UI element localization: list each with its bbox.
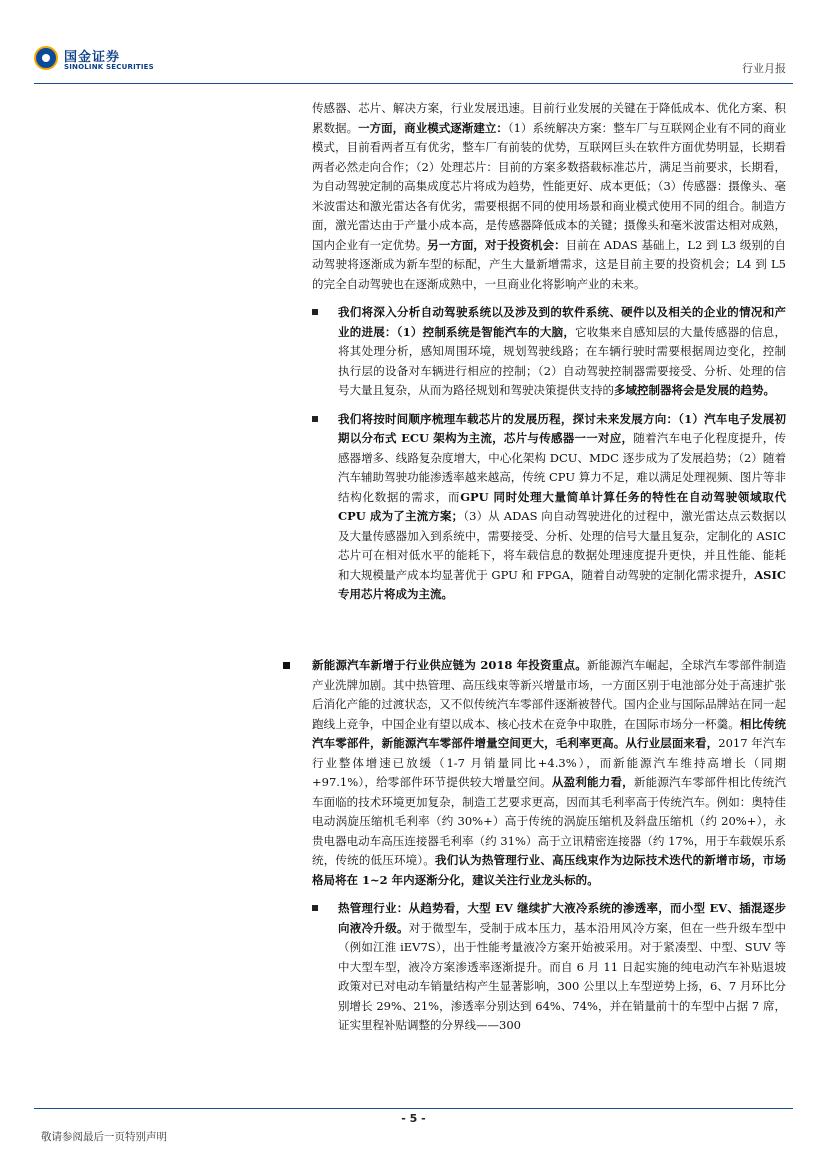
square-bullet-icon [312,309,318,315]
body-wide-section [283,656,786,1036]
header-divider [34,83,793,84]
page-header [0,0,827,86]
logo-cn-text: 国金证券 [64,50,121,65]
footer-disclaimer: 敬请参阅最后一页特别声明 [41,1131,167,1143]
logo-emblem-icon [34,46,58,70]
square-bullet-icon [283,662,290,669]
bullet-control-system: 我们将深入分析自动驾驶系统以及涉及到的软件系统、硬件以及相关的企业的情况和产业的进展：（1）控制系统是智能汽车的大脑，它收集来自感知层的大量传感器的信息，将其处理分析，感知周围环境，规划驾驶线路；在车辆行驶时需要根据周边变化，控制执行层的设备对车辆进行相应的控制；（2）自动驾驶控制器需要接受、分析、处理的信号大量且复杂，从而为路径规划和驾驶决策提供支持的多域控制器将会是发展的趋势。 [312,303,786,401]
sinolink-logo [34,46,154,76]
logo-en-text: SINOLINK SECURITIES [64,63,154,71]
bullet-chip-evolution: 我们将按时间顺序梳理车载芯片的发展历程，探讨未来发展方向：（1）汽车电子发展初期以分布式 ECU 架构为主流，芯片与传感器一一对应，随着汽车电子化程度提升，传感器增多、线路复杂度增大，中心化架构 DCU、MDC 逐步成为了发展趋势；（2）随着汽车辅助驾驶功能渗透率越来越高，传统 CPU 算力不足，难以满足处理视频、图片等非结构化数据的需求，而GPU 同时处理大量简单计算任务的特性在自动驾驶领域取代 CPU 成为了主流方案；（3）从 ADAS 向自动驾驶进化的过程中，激光雷达点云数据以及大量传感器加入到系统中，需要接受、分析、处理的信号大量且复杂，定制化的 ASIC 芯片可在相对低水平的能耗下，将车载信息的数据处理速度提升更快，并且性能、能耗和大规模量产成本均显著优于 GPU 和 FPGA，随着自动驾驶的定制化需求提升，ASIC 专用芯片将成为主流。 [312,410,786,605]
square-bullet-icon [312,416,318,422]
bullet-thermal-management: 热管理行业：从趋势看，大型 EV 继续扩大液冷系统的渗透率，而小型 EV、插混逐步向液冷升级。对于微型车，受制于成本压力，基本沿用风冷方案，但在一些升级车型中（例如江淮 iEV7S），出于性能考量液冷方案开始被采用。对于紧凑型、中型、SUV 等中大型车型，液冷方案渗透率逐渐提升。而自 6 月 11 日起实施的纯电动汽车补贴退坡政策对已对电动车销量结构产生显著影响，300 公里以上车型逆势上扬，6、7 月环比分别增长 29%、21%，渗透率分别达到 64%、74%，并在销量前十的车型中占据 7 席，证实里程补贴调整的分界线——300 [312,899,786,1036]
page-number: - 5 - [401,1112,426,1125]
footer-divider [34,1108,793,1109]
body-column [312,99,786,605]
report-type: 行业月报 [742,62,786,75]
bullet-new-energy: 新能源汽车新增于行业供应链为 2018 年投资重点。新能源汽车崛起，全球汽车零部件制造产业洗牌加剧。其中热管理、高压线束等新兴增量市场，一方面区别于电池部分处于高速扩张后消化产能的过渡状态，又不似传统汽车零部件逐渐被替代。国内企业与国际品牌站在同一起跑线上竞争，中国企业有望以成本、核心技术在竞争中取胜，在国际市场分一杯羹。相比传统汽车零部件，新能源汽车零部件增量空间更大，毛利率更高。从行业层面来看，2017 年汽车行业整体增速已放缓（1-7 月销量同比+4.3%），而新能源汽车维持高增长（同期+97.1%），给零部件环节提供较大增量空间。从盈利能力看，新能源汽车零部件相比传统汽车面临的技术环境更加复杂，制造工艺要求更高，因而其毛利率高于传统汽车。例如：奥特佳电动涡旋压缩机毛利率（约 30%+）高于传统的涡旋压缩机及斜盘压缩机（约 20%+），永贵电器电动车高压连接器毛利率（约 31%）高于立讯精密连接器（约 17%，用于车载娱乐系统，传统的低压环境）。我们认为热管理行业、高压线束作为边际技术迭代的新增市场，市场格局将在 1~2 年内逐渐分化，建议关注行业龙头标的。 [283,656,786,890]
square-bullet-icon [312,905,318,911]
paragraph-industry-status: 传感器、芯片、解决方案，行业发展迅速。目前行业发展的关键在于降低成本、优化方案、积累数据。一方面，商业模式逐渐建立：（1）系统解决方案：整车厂与互联网企业有不同的商业模式，目前看两者互有优劣，整车厂有前装的优势，互联网巨头在软件方面优势明显，长期看两者必然走向合作；（2）处理芯片：目前的方案多数搭载标准芯片，满足当前要求，长期看，为自动驾驶定制的高集成度芯片将成为趋势，性能更好、成本更低；（3）传感器：摄像头、毫米波雷达和激光雷达各有优劣，需要根据不同的使用场景和商业模式使用不同的组合。制造方面，激光雷达由于产量小成本高，是传感器降低成本的关键；摄像头和毫米波雷达相对成熟，国内企业有一定优势。另一方面，对于投资机会：目前在 ADAS 基础上，L2 到 L3 级别的自动驾驶将逐渐成为新车型的标配，产生大量新增需求，这是目前主要的投资机会；L4 到 L5 的完全自动驾驶也在逐渐成熟中，一旦商业化将影响产业的未来。 [312,101,787,291]
